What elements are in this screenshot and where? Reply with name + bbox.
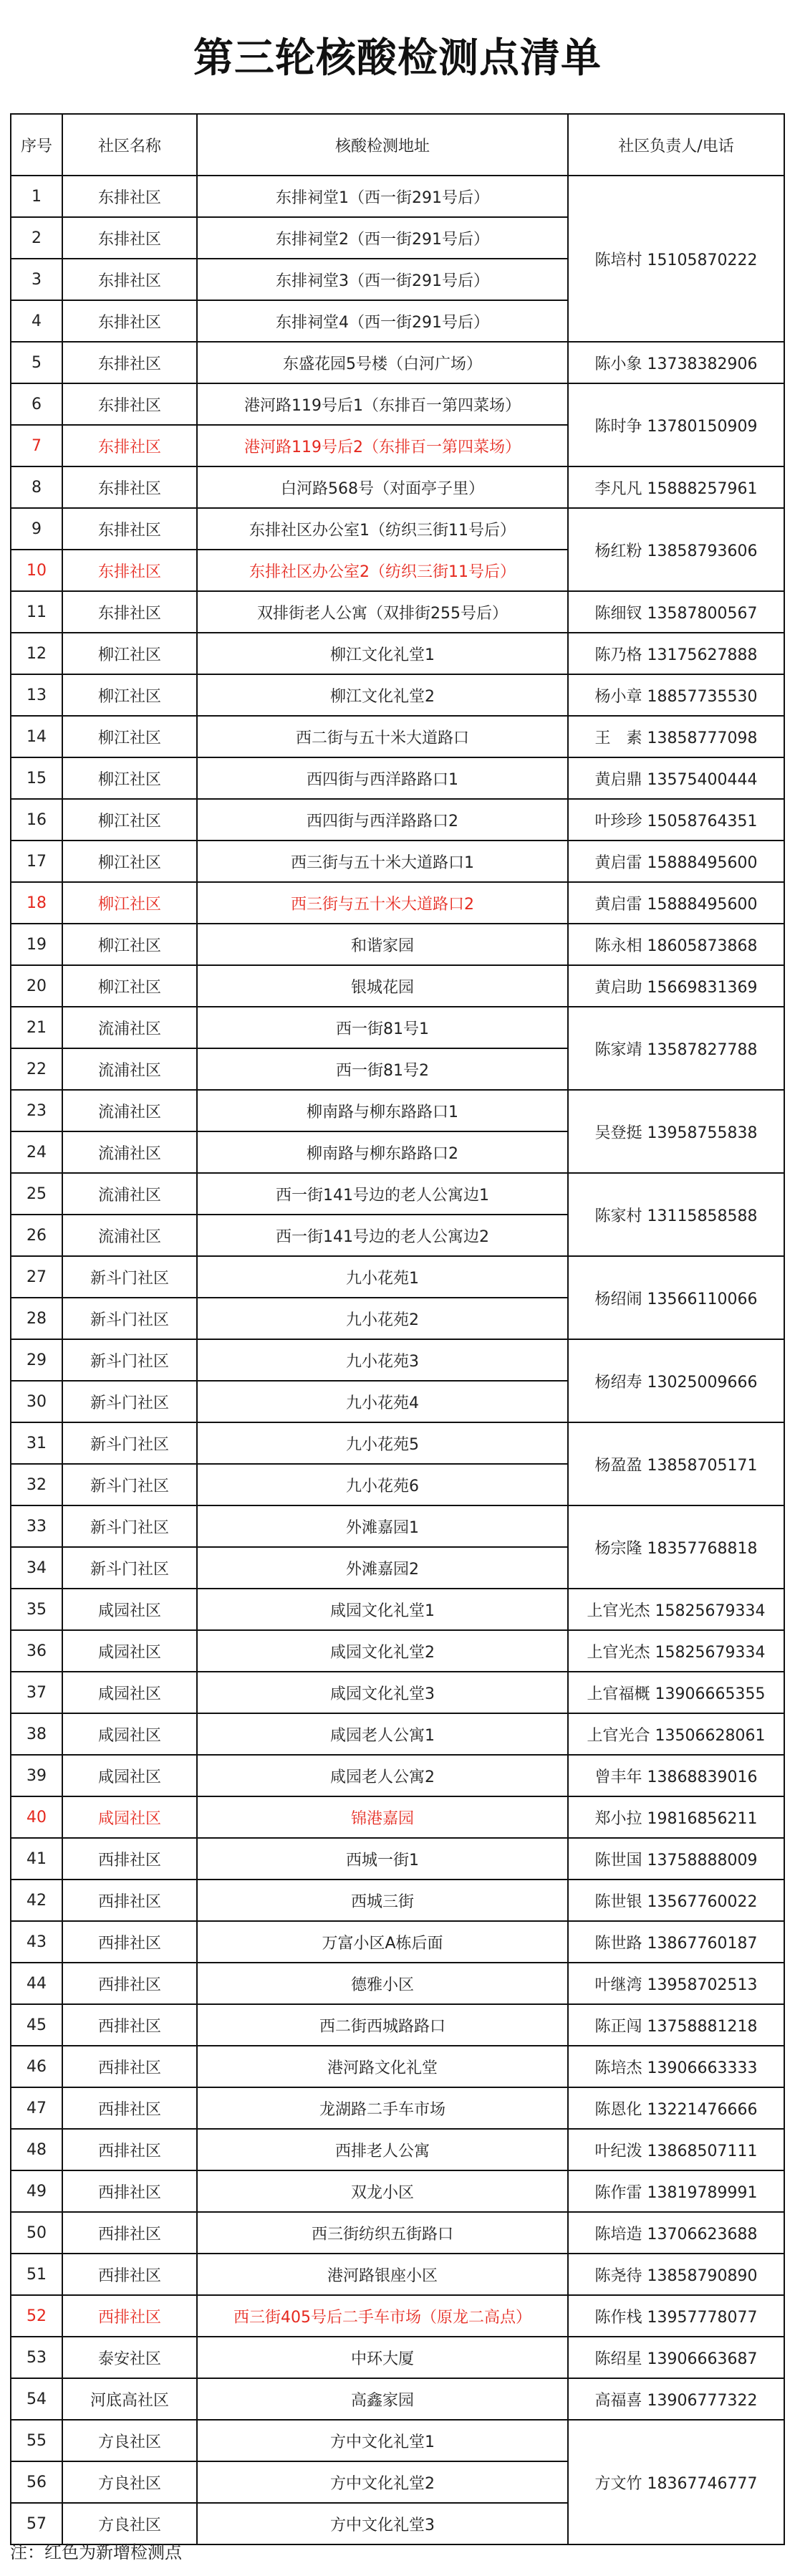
table-row — [11, 2212, 784, 2254]
table-row — [11, 1505, 784, 1547]
row-index: 14 — [11, 716, 62, 757]
row-contact: 陈作栈 13957778077 — [568, 2295, 784, 2337]
row-index: 45 — [11, 2004, 62, 2046]
row-address: 柳江文化礼堂2 — [197, 674, 568, 716]
table-row — [11, 2004, 784, 2046]
row-community: 西排社区 — [62, 2046, 197, 2087]
row-community: 咸园社区 — [62, 1589, 197, 1630]
row-community: 东排社区 — [62, 508, 197, 550]
row-community: 西排社区 — [62, 2170, 197, 2212]
row-address: 银城花园 — [197, 965, 568, 1007]
row-address: 西二街西城路路口 — [197, 2004, 568, 2046]
row-community: 东排社区 — [62, 217, 197, 259]
row-index: 20 — [11, 965, 62, 1007]
row-address: 柳南路与柳东路路口1 — [197, 1090, 568, 1131]
row-contact: 杨盈盈 13858705171 — [568, 1422, 784, 1505]
row-address: 西城三街 — [197, 1880, 568, 1921]
row-index: 12 — [11, 633, 62, 674]
row-community: 新斗门社区 — [62, 1464, 197, 1505]
row-contact: 叶纪泼 13868507111 — [568, 2129, 784, 2170]
table-row — [11, 1963, 784, 2004]
footnote: 注：红色为新增检测点 — [10, 2542, 182, 2562]
table-row — [11, 2087, 784, 2129]
row-community: 西排社区 — [62, 1838, 197, 1880]
table-row — [11, 1713, 784, 1755]
row-index: 3 — [11, 259, 62, 300]
testing-sites-table — [10, 113, 785, 2545]
row-index: 36 — [11, 1630, 62, 1672]
row-community: 柳江社区 — [62, 674, 197, 716]
row-index: 18 — [11, 882, 62, 924]
row-index: 10 — [11, 550, 62, 591]
row-index: 19 — [11, 924, 62, 965]
row-address: 东排祠堂3（西一街291号后） — [197, 259, 568, 300]
table-row — [11, 1921, 784, 1963]
row-address: 西三街405号后二手车市场（原龙二高点） — [197, 2295, 568, 2337]
row-index: 4 — [11, 300, 62, 342]
row-address: 九小花苑1 — [197, 1256, 568, 1298]
row-contact: 陈世路 13867760187 — [568, 1921, 784, 1963]
header-community: 社区名称 — [62, 114, 197, 176]
row-contact: 陈培村 15105870222 — [568, 176, 784, 342]
table-row — [11, 716, 784, 757]
row-address: 西四街与西洋路路口2 — [197, 799, 568, 841]
row-community: 西排社区 — [62, 2212, 197, 2254]
row-address: 西三街与五十米大道路口1 — [197, 841, 568, 882]
row-index: 41 — [11, 1838, 62, 1880]
row-contact: 高福喜 13906777322 — [568, 2378, 784, 2420]
row-community: 西排社区 — [62, 2295, 197, 2337]
row-address: 东排祠堂2（西一街291号后） — [197, 217, 568, 259]
table-row — [11, 882, 784, 924]
row-community: 方良社区 — [62, 2420, 197, 2461]
row-contact: 黄启雷 15888495600 — [568, 841, 784, 882]
row-address: 西一街81号1 — [197, 1007, 568, 1048]
row-index: 29 — [11, 1339, 62, 1381]
row-index: 42 — [11, 1880, 62, 1921]
row-community: 东排社区 — [62, 383, 197, 425]
row-address: 咸园文化礼堂2 — [197, 1630, 568, 1672]
row-address: 龙湖路二手车市场 — [197, 2087, 568, 2129]
row-address: 港河路文化礼堂 — [197, 2046, 568, 2087]
row-index: 47 — [11, 2087, 62, 2129]
row-address: 西一街81号2 — [197, 1048, 568, 1090]
row-contact: 杨绍闹 13566110066 — [568, 1256, 784, 1339]
row-address: 港河路119号后2（东排百一第四菜场） — [197, 425, 568, 466]
table-row — [11, 1838, 784, 1880]
row-address: 西排老人公寓 — [197, 2129, 568, 2170]
row-index: 52 — [11, 2295, 62, 2337]
row-community: 东排社区 — [62, 300, 197, 342]
row-community: 咸园社区 — [62, 1672, 197, 1713]
row-community: 东排社区 — [62, 425, 197, 466]
row-community: 东排社区 — [62, 466, 197, 508]
row-contact: 杨宗隆 18357768818 — [568, 1505, 784, 1589]
row-community: 西排社区 — [62, 2087, 197, 2129]
table-row — [11, 1630, 784, 1672]
row-address: 咸园文化礼堂1 — [197, 1589, 568, 1630]
table-row — [11, 1755, 784, 1796]
table-row — [11, 1880, 784, 1921]
row-contact: 杨绍寿 13025009666 — [568, 1339, 784, 1422]
row-index: 54 — [11, 2378, 62, 2420]
row-address: 东排祠堂1（西一街291号后） — [197, 176, 568, 217]
row-contact: 方文竹 18367746777 — [568, 2420, 784, 2544]
row-index: 23 — [11, 1090, 62, 1131]
row-index: 56 — [11, 2461, 62, 2503]
row-address: 九小花苑3 — [197, 1339, 568, 1381]
row-index: 51 — [11, 2254, 62, 2295]
row-contact: 陈家靖 13587827788 — [568, 1007, 784, 1090]
row-community: 西排社区 — [62, 1963, 197, 2004]
table-row — [11, 1007, 784, 1048]
row-address: 柳江文化礼堂1 — [197, 633, 568, 674]
table-header-row — [11, 114, 784, 176]
row-community: 流浦社区 — [62, 1048, 197, 1090]
header-contact: 社区负责人/电话 — [568, 114, 784, 176]
row-contact: 黄启助 15669831369 — [568, 965, 784, 1007]
row-community: 咸园社区 — [62, 1755, 197, 1796]
row-community: 流浦社区 — [62, 1007, 197, 1048]
row-contact: 陈小象 13738382906 — [568, 342, 784, 383]
row-address: 咸园文化礼堂3 — [197, 1672, 568, 1713]
row-contact: 陈乃格 13175627888 — [568, 633, 784, 674]
row-community: 西排社区 — [62, 1880, 197, 1921]
row-contact: 叶继湾 13958702513 — [568, 1963, 784, 2004]
table-row — [11, 674, 784, 716]
row-index: 8 — [11, 466, 62, 508]
row-address: 德雅小区 — [197, 1963, 568, 2004]
row-contact: 陈细钗 13587800567 — [568, 591, 784, 633]
row-community: 柳江社区 — [62, 716, 197, 757]
row-address: 西四街与西洋路路口1 — [197, 757, 568, 799]
row-address: 东排社区办公室1（纺织三街11号后） — [197, 508, 568, 550]
row-community: 东排社区 — [62, 550, 197, 591]
row-contact: 杨小章 18857735530 — [568, 674, 784, 716]
row-address: 外滩嘉园2 — [197, 1547, 568, 1589]
row-index: 32 — [11, 1464, 62, 1505]
row-index: 57 — [11, 2503, 62, 2544]
table-body — [11, 176, 784, 2544]
row-address: 九小花苑2 — [197, 1298, 568, 1339]
table-row — [11, 1796, 784, 1838]
row-contact: 李凡凡 15888257961 — [568, 466, 784, 508]
table-row — [11, 2378, 784, 2420]
row-contact: 陈永相 18605873868 — [568, 924, 784, 965]
row-address: 咸园老人公寓2 — [197, 1755, 568, 1796]
row-address: 双龙小区 — [197, 2170, 568, 2212]
row-index: 50 — [11, 2212, 62, 2254]
row-address: 东排社区办公室2（纺织三街11号后） — [197, 550, 568, 591]
row-community: 东排社区 — [62, 259, 197, 300]
row-community: 西排社区 — [62, 2004, 197, 2046]
row-address: 外滩嘉园1 — [197, 1505, 568, 1547]
row-community: 柳江社区 — [62, 965, 197, 1007]
row-contact: 陈尧待 13858790890 — [568, 2254, 784, 2295]
row-address: 西一街141号边的老人公寓边2 — [197, 1215, 568, 1256]
table-row — [11, 2254, 784, 2295]
table-row — [11, 2129, 784, 2170]
row-contact: 陈时争 13780150909 — [568, 383, 784, 466]
row-address: 东排祠堂4（西一街291号后） — [197, 300, 568, 342]
row-address: 九小花苑5 — [197, 1422, 568, 1464]
row-address: 咸园老人公寓1 — [197, 1713, 568, 1755]
row-community: 流浦社区 — [62, 1173, 197, 1215]
row-community: 西排社区 — [62, 2254, 197, 2295]
row-community: 河底高社区 — [62, 2378, 197, 2420]
row-index: 13 — [11, 674, 62, 716]
row-address: 九小花苑4 — [197, 1381, 568, 1422]
row-community: 柳江社区 — [62, 882, 197, 924]
row-address: 方中文化礼堂2 — [197, 2461, 568, 2503]
row-index: 25 — [11, 1173, 62, 1215]
row-address: 方中文化礼堂3 — [197, 2503, 568, 2544]
row-community: 咸园社区 — [62, 1713, 197, 1755]
row-address: 高鑫家园 — [197, 2378, 568, 2420]
row-community: 新斗门社区 — [62, 1505, 197, 1547]
row-index: 7 — [11, 425, 62, 466]
row-contact: 陈正闯 13758881218 — [568, 2004, 784, 2046]
row-community: 新斗门社区 — [62, 1339, 197, 1381]
table-row — [11, 1173, 784, 1215]
row-community: 西排社区 — [62, 1921, 197, 1963]
row-community: 柳江社区 — [62, 924, 197, 965]
row-community: 流浦社区 — [62, 1090, 197, 1131]
row-index: 31 — [11, 1422, 62, 1464]
row-address: 港河路银座小区 — [197, 2254, 568, 2295]
row-index: 1 — [11, 176, 62, 217]
row-index: 33 — [11, 1505, 62, 1547]
header-index: 序号 — [11, 114, 62, 176]
row-community: 西排社区 — [62, 2129, 197, 2170]
row-contact: 叶珍珍 15058764351 — [568, 799, 784, 841]
row-address: 柳南路与柳东路路口2 — [197, 1131, 568, 1173]
page-title: 第三轮核酸检测点清单 — [193, 35, 602, 82]
row-community: 东排社区 — [62, 176, 197, 217]
row-community: 柳江社区 — [62, 841, 197, 882]
row-address: 西三街纺织五街路口 — [197, 2212, 568, 2254]
row-index: 9 — [11, 508, 62, 550]
row-contact: 郑小拉 19816856211 — [568, 1796, 784, 1838]
table-row — [11, 383, 784, 425]
row-contact: 陈世国 13758888009 — [568, 1838, 784, 1880]
row-contact: 陈绍星 13906663687 — [568, 2337, 784, 2378]
row-index: 34 — [11, 1547, 62, 1589]
row-index: 44 — [11, 1963, 62, 2004]
row-index: 48 — [11, 2129, 62, 2170]
row-index: 46 — [11, 2046, 62, 2087]
table-row — [11, 591, 784, 633]
row-address: 西一街141号边的老人公寓边1 — [197, 1173, 568, 1215]
row-index: 39 — [11, 1755, 62, 1796]
table-row — [11, 757, 784, 799]
row-address: 方中文化礼堂1 — [197, 2420, 568, 2461]
row-index: 28 — [11, 1298, 62, 1339]
table-row — [11, 841, 784, 882]
row-contact: 杨红粉 13858793606 — [568, 508, 784, 591]
row-index: 43 — [11, 1921, 62, 1963]
row-community: 泰安社区 — [62, 2337, 197, 2378]
row-index: 53 — [11, 2337, 62, 2378]
table-row — [11, 508, 784, 550]
table-row — [11, 1339, 784, 1381]
row-community: 东排社区 — [62, 591, 197, 633]
row-index: 5 — [11, 342, 62, 383]
table-row — [11, 466, 784, 508]
table-row — [11, 176, 784, 217]
table-row — [11, 965, 784, 1007]
row-index: 26 — [11, 1215, 62, 1256]
row-contact: 吴登挺 13958755838 — [568, 1090, 784, 1173]
row-index: 24 — [11, 1131, 62, 1173]
row-contact: 黄启鼎 13575400444 — [568, 757, 784, 799]
row-community: 东排社区 — [62, 342, 197, 383]
row-community: 柳江社区 — [62, 757, 197, 799]
row-community: 柳江社区 — [62, 799, 197, 841]
row-index: 22 — [11, 1048, 62, 1090]
table-row — [11, 799, 784, 841]
table-row — [11, 633, 784, 674]
row-index: 49 — [11, 2170, 62, 2212]
row-address: 西二街与五十米大道路口 — [197, 716, 568, 757]
row-contact: 上官光杰 15825679334 — [568, 1589, 784, 1630]
row-index: 30 — [11, 1381, 62, 1422]
row-address: 西城一街1 — [197, 1838, 568, 1880]
table-row — [11, 2337, 784, 2378]
row-index: 35 — [11, 1589, 62, 1630]
row-contact: 黄启雷 15888495600 — [568, 882, 784, 924]
row-index: 27 — [11, 1256, 62, 1298]
table-row — [11, 342, 784, 383]
table-row — [11, 1422, 784, 1464]
table-row — [11, 1256, 784, 1298]
row-index: 6 — [11, 383, 62, 425]
row-community: 新斗门社区 — [62, 1381, 197, 1422]
table-row — [11, 1589, 784, 1630]
table-row — [11, 2170, 784, 2212]
row-community: 咸园社区 — [62, 1796, 197, 1838]
table-row — [11, 1672, 784, 1713]
row-index: 2 — [11, 217, 62, 259]
row-community: 柳江社区 — [62, 633, 197, 674]
row-index: 15 — [11, 757, 62, 799]
table-row — [11, 924, 784, 965]
row-address: 东盛花园5号楼（白河广场） — [197, 342, 568, 383]
row-contact: 曾丰年 13868839016 — [568, 1755, 784, 1796]
table-row — [11, 2295, 784, 2337]
row-address: 和谐家园 — [197, 924, 568, 965]
row-contact: 王 素 13858777098 — [568, 716, 784, 757]
row-community: 流浦社区 — [62, 1215, 197, 1256]
table-row — [11, 1090, 784, 1131]
row-community: 新斗门社区 — [62, 1256, 197, 1298]
row-contact: 陈家村 13115858588 — [568, 1173, 784, 1256]
row-address: 万富小区A栋后面 — [197, 1921, 568, 1963]
row-community: 新斗门社区 — [62, 1422, 197, 1464]
header-address: 核酸检测地址 — [197, 114, 568, 176]
row-contact: 陈恩化 13221476666 — [568, 2087, 784, 2129]
row-contact: 陈世银 13567760022 — [568, 1880, 784, 1921]
row-address: 西三街与五十米大道路口2 — [197, 882, 568, 924]
table-row — [11, 2046, 784, 2087]
row-index: 37 — [11, 1672, 62, 1713]
row-address: 锦港嘉园 — [197, 1796, 568, 1838]
row-contact: 陈作雷 13819789991 — [568, 2170, 784, 2212]
row-index: 16 — [11, 799, 62, 841]
row-community: 方良社区 — [62, 2461, 197, 2503]
row-contact: 上官光杰 15825679334 — [568, 1630, 784, 1672]
row-address: 九小花苑6 — [197, 1464, 568, 1505]
row-community: 咸园社区 — [62, 1630, 197, 1672]
row-community: 新斗门社区 — [62, 1547, 197, 1589]
row-contact: 陈培造 13706623688 — [568, 2212, 784, 2254]
row-index: 38 — [11, 1713, 62, 1755]
row-contact: 上官光合 13506628061 — [568, 1713, 784, 1755]
row-address: 港河路119号后1（东排百一第四菜场） — [197, 383, 568, 425]
row-community: 流浦社区 — [62, 1131, 197, 1173]
row-index: 17 — [11, 841, 62, 882]
row-address: 白河路568号（对面亭子里） — [197, 466, 568, 508]
row-contact: 陈培杰 13906663333 — [568, 2046, 784, 2087]
row-address: 双排街老人公寓（双排街255号后） — [197, 591, 568, 633]
row-index: 40 — [11, 1796, 62, 1838]
row-address: 中环大厦 — [197, 2337, 568, 2378]
row-community: 新斗门社区 — [62, 1298, 197, 1339]
row-index: 21 — [11, 1007, 62, 1048]
row-community: 方良社区 — [62, 2503, 197, 2544]
row-index: 11 — [11, 591, 62, 633]
row-index: 55 — [11, 2420, 62, 2461]
table-row — [11, 2420, 784, 2461]
row-contact: 上官福概 13906665355 — [568, 1672, 784, 1713]
